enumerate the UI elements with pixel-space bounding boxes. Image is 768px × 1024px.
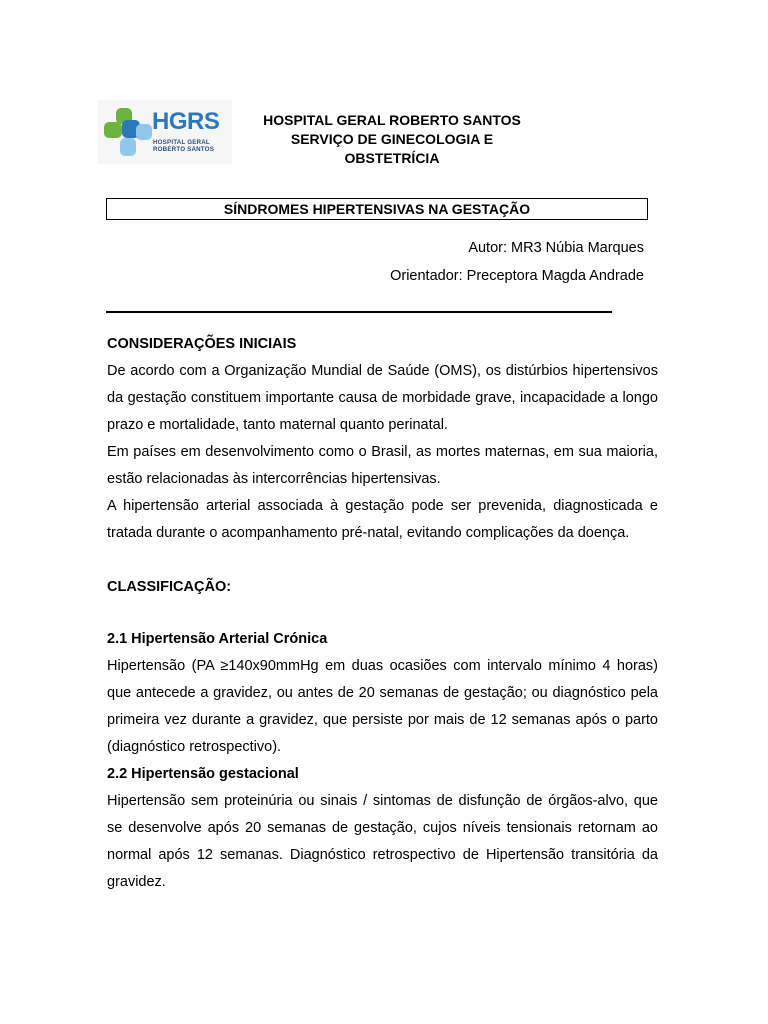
intro-paragraph-2: Em países em desenvolvimento como o Brasil, as mortes maternas, em sua maioria, estão relacionadas às intercorrências hipertensivas.: [107, 444, 658, 487]
header-line2: SERVIÇO DE GINECOLOGIA E: [290, 131, 494, 147]
classification-heading: CLASSIFICAÇÃO:: [107, 579, 232, 595]
intro-paragraph-1: De acordo com a Organização Mundial de Saúde (OMS), os distúrbios hipertensivos da gestação constituem importante causa de morbidade grave, incapacidade a longo prazo e mortalidade, tanto maternal quanto perinatal.: [107, 363, 658, 433]
section-2-1: [107, 626, 658, 896]
hospital-header: [232, 111, 552, 168]
header-line1: HOSPITAL GERAL ROBERTO SANTOS: [263, 112, 521, 128]
header-divider: [106, 311, 612, 313]
section-2-2-text: Hipertensão sem proteinúria ou sinais / sintomas de disfunção de órgãos-alvo, que se desenvolve após 20 semanas de gestação, cujos níveis tensionais retornam ao normal após 12 semanas. Diagnóstico retrospectivo de Hipertensão transitória da gravidez.: [107, 793, 658, 890]
header-line3: OBSTETRÍCIA: [344, 150, 440, 166]
intro-paragraph-3: A hipertensão arterial associada à gestação pode ser prevenida, diagnosticada e tratada durante o acompanhamento pré-natal, evitando complicações da doença.: [107, 498, 658, 541]
section-2-1-text: Hipertensão (PA ≥140x90mmHg em duas ocasiões com intervalo mínimo 4 horas) que antecede a gravidez, ou antes de 20 semanas de gestação; ou diagnóstico pela primeira vez durante a gravidez, que persiste por mais de 12 semanas após o parto (diagnóstico retrospectivo).: [107, 658, 658, 755]
logo-subtitle-line2: ROBERTO SANTOS: [153, 146, 215, 153]
hospital-logo: [98, 100, 232, 164]
advisor-line: Orientador: Preceptora Magda Andrade: [390, 268, 644, 284]
section-2-1-heading: 2.1 Hipertensão Arterial Crónica: [107, 631, 328, 647]
intro-section: [107, 331, 658, 547]
logo-subtitle-line1: HOSPITAL GERAL: [153, 139, 210, 146]
author-line: Autor: MR3 Núbia Marques: [468, 240, 644, 256]
document-title: SÍNDROMES HIPERTENSIVAS NA GESTAÇÃO: [106, 198, 648, 220]
section-2-2-heading: 2.2 Hipertensão gestacional: [107, 766, 299, 782]
logo-brand: HGRS: [152, 108, 220, 135]
cross-logo-icon: [102, 106, 154, 158]
classification-section: [107, 574, 658, 601]
intro-heading: CONSIDERAÇÕES INICIAIS: [107, 336, 297, 352]
